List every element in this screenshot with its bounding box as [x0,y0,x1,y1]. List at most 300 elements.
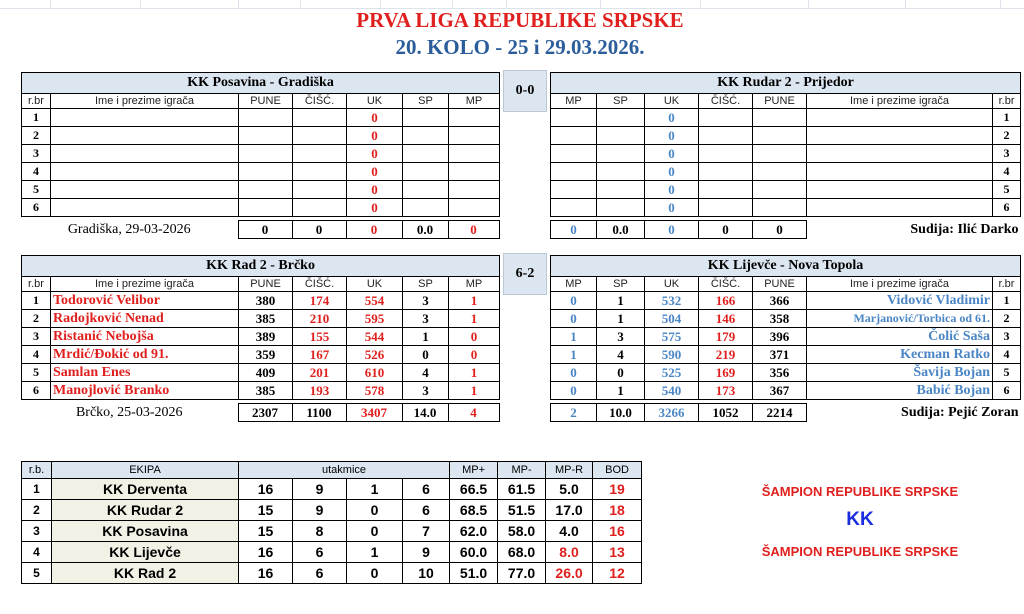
player-pune [753,199,807,217]
standing-played: 15 [239,500,293,521]
player-name [807,181,993,199]
player-sp [597,199,645,217]
player-mp [551,199,597,217]
col-cisc: ČIŠĆ. [699,94,753,109]
player-name [807,199,993,217]
player-uk: 0 [347,127,403,145]
player-cisc: 219 [699,346,753,364]
player-name: Ristanić Nebojša [51,328,239,346]
match2-home-total-sp: 14.0 [402,404,448,422]
player-cisc: 174 [293,292,347,310]
col-rbr: r.br [22,277,51,292]
standing-rank: 4 [22,542,52,563]
player-rank: 2 [993,127,1021,145]
col-mp: MP [449,94,500,109]
standing-mp-plus: 51.0 [450,563,498,584]
table-row [22,542,642,563]
player-rank: 2 [993,310,1021,328]
standings-col-bod: BOD [593,462,642,479]
player-pune [239,127,293,145]
standing-draws: 0 [347,521,403,542]
player-name [807,163,993,181]
player-cisc: 193 [293,382,347,400]
player-uk: 0 [347,181,403,199]
match2-score: 6-2 [503,253,547,295]
player-uk: 0 [645,199,699,217]
table-row [22,127,500,145]
match2-away-rows [551,292,1021,400]
col-name: Ime i prezime igrača [807,277,993,292]
player-uk: 0 [645,109,699,127]
match2-home-rows [22,292,500,400]
match1-place-date: Gradiška, 29-03-2026 [67,221,191,237]
player-name [51,145,239,163]
match1-away-footer [550,220,1021,239]
player-rank: 1 [22,109,51,127]
table-row [22,199,500,217]
champion-line2: ŠAMPION REPUBLIKE SRPSKE [761,544,959,559]
standing-mp-r: 26.0 [546,563,593,584]
col-cisc: ČIŠĆ. [293,94,347,109]
table-row [551,181,1021,199]
player-uk: 578 [347,382,403,400]
match1-home-rows [22,109,500,217]
match2-away-total-uk: 3266 [645,404,699,422]
table-row [22,382,500,400]
player-mp [551,145,597,163]
player-name: Mrdić/Đokić od 91. [51,346,239,364]
player-sp [403,145,449,163]
match2-away-total-pune: 2214 [753,404,807,422]
table-row [22,346,500,364]
player-uk: 590 [645,346,699,364]
player-pune: 409 [239,364,293,382]
player-sp [597,181,645,199]
standing-mp-minus: 58.0 [498,521,546,542]
player-mp: 1 [449,382,500,400]
match2-home-team: KK Rad 2 - Brčko [22,256,500,277]
player-uk: 595 [347,310,403,328]
table-row [22,328,500,346]
champion-team: KK [846,509,874,530]
player-rank: 6 [22,199,51,217]
match1-home-table [21,72,500,217]
player-pune [753,163,807,181]
player-rank: 4 [993,346,1021,364]
player-pune: 385 [239,310,293,328]
standing-losses: 10 [403,563,450,584]
player-pune [753,181,807,199]
page-subtitle: 20. KOLO - 25 i 29.03.2026. [395,35,645,59]
player-sp [597,163,645,181]
player-name: Babić Bojan [807,382,993,400]
standing-wins: 9 [293,479,347,500]
standing-rank: 1 [22,479,52,500]
col-mp: MP [551,277,597,292]
match1-away-total-pune: 0 [753,221,807,239]
match2-away-footer [550,403,1021,422]
player-uk: 0 [347,163,403,181]
match1-referee: Sudija: Ilić Darko [910,221,1019,237]
match2-away-table [550,255,1021,400]
col-uk: UK [347,94,403,109]
table-row [551,145,1021,163]
player-rank: 6 [993,382,1021,400]
player-sp [403,109,449,127]
table-row [22,364,500,382]
standing-wins: 9 [293,500,347,521]
player-mp: 1 [551,346,597,364]
col-pune: PUNE [753,94,807,109]
standing-mp-r: 5.0 [546,479,593,500]
standing-mp-plus: 68.5 [450,500,498,521]
player-mp: 0 [551,364,597,382]
page-title: PRVA LIGA REPUBLIKE SRPSKE [356,8,684,32]
player-rank: 1 [22,292,51,310]
standing-mp-minus: 77.0 [498,563,546,584]
player-name: Marjanović/Torbica od 61. [807,310,993,328]
standing-losses: 9 [403,542,450,563]
player-sp: 3 [597,328,645,346]
player-name: Čolić Saša [807,328,993,346]
player-cisc: 146 [699,310,753,328]
player-pune: 389 [239,328,293,346]
player-pune: 358 [753,310,807,328]
match2-home-footer [21,403,500,422]
player-pune: 356 [753,364,807,382]
player-mp [449,199,500,217]
standing-draws: 0 [347,563,403,584]
player-rank: 5 [993,181,1021,199]
match2-home-table [21,255,500,400]
player-pune [753,127,807,145]
standings-col-team: EKIPA [52,462,239,479]
player-name: Šavija Bojan [807,364,993,382]
player-pune: 396 [753,328,807,346]
col-uk: UK [645,94,699,109]
table-row [22,145,500,163]
match1-away-total-mp: 0 [551,221,597,239]
match2-away-total-sp: 10.0 [597,404,645,422]
standing-points: 18 [593,500,642,521]
player-cisc [293,181,347,199]
col-pune: PUNE [239,277,293,292]
col-pune: PUNE [753,277,807,292]
standing-draws: 1 [347,542,403,563]
match1-away-table [550,72,1021,217]
table-row [551,328,1021,346]
champion-line1: ŠAMPION REPUBLIKE SRPSKE [761,484,959,499]
player-rank: 5 [22,181,51,199]
player-mp: 0 [449,328,500,346]
match1-away-total-uk: 0 [645,221,699,239]
standing-points: 16 [593,521,642,542]
match1-home-total-sp: 0.0 [402,221,448,239]
standings-col-mp-plus: MP+ [450,462,498,479]
standing-team: KK Rad 2 [52,563,239,584]
standing-losses: 6 [403,479,450,500]
player-name: Todorović Velibor [51,292,239,310]
player-cisc: 210 [293,310,347,328]
player-cisc: 167 [293,346,347,364]
standing-mp-plus: 62.0 [450,521,498,542]
match1-home-total-uk: 0 [346,221,402,239]
player-mp: 0 [551,382,597,400]
player-rank: 6 [22,382,51,400]
standing-wins: 8 [293,521,347,542]
player-name: Vidović Vladimir [807,292,993,310]
table-row [551,109,1021,127]
player-mp: 1 [551,328,597,346]
player-rank: 4 [993,163,1021,181]
player-cisc [293,163,347,181]
player-mp [449,181,500,199]
match2-away-team: KK Lijevče - Nova Topola [551,256,1021,277]
col-sp: SP [597,94,645,109]
player-cisc [699,163,753,181]
table-row [551,346,1021,364]
col-name: Ime i prezime igrača [51,277,239,292]
player-uk: 610 [347,364,403,382]
player-mp: 1 [449,310,500,328]
standing-team: KK Lijevče [52,542,239,563]
player-rank: 1 [993,109,1021,127]
standing-team: KK Derventa [52,479,239,500]
player-pune [753,109,807,127]
player-mp [449,109,500,127]
match1-score: 0-0 [503,70,547,112]
table-row [551,199,1021,217]
match2-home-total-mp: 4 [448,404,499,422]
player-sp: 1 [597,382,645,400]
standing-team: KK Rudar 2 [52,500,239,521]
standing-rank: 2 [22,500,52,521]
player-sp [403,127,449,145]
player-pune: 371 [753,346,807,364]
standing-losses: 7 [403,521,450,542]
player-cisc: 166 [699,292,753,310]
player-uk: 0 [347,145,403,163]
player-sp [403,163,449,181]
col-cisc: ČIŠĆ. [293,277,347,292]
player-mp: 1 [449,364,500,382]
player-sp: 0 [403,346,449,364]
player-pune: 367 [753,382,807,400]
table-row [551,163,1021,181]
standing-draws: 0 [347,500,403,521]
match1-home-total-cisc: 0 [292,221,346,239]
player-cisc [699,127,753,145]
standing-mp-minus: 61.5 [498,479,546,500]
player-uk: 540 [645,382,699,400]
col-pune: PUNE [239,94,293,109]
player-mp [551,127,597,145]
player-cisc: 179 [699,328,753,346]
standing-mp-plus: 60.0 [450,542,498,563]
player-rank: 6 [993,199,1021,217]
player-name [51,181,239,199]
match1-away-total-sp: 0.0 [597,221,645,239]
table-row [551,364,1021,382]
player-name: Radojković Nenad [51,310,239,328]
standing-played: 16 [239,542,293,563]
player-uk: 554 [347,292,403,310]
standings-table [21,461,642,584]
player-mp [449,163,500,181]
player-name [807,109,993,127]
player-rank: 3 [993,145,1021,163]
player-sp [403,181,449,199]
player-cisc: 169 [699,364,753,382]
player-mp [551,109,597,127]
player-sp: 3 [403,310,449,328]
standing-played: 15 [239,521,293,542]
player-mp: 0 [551,310,597,328]
player-uk: 0 [645,145,699,163]
standings-col-matches: utakmice [239,462,450,479]
player-sp: 1 [597,310,645,328]
standing-wins: 6 [293,563,347,584]
player-sp: 4 [403,364,449,382]
table-row [551,127,1021,145]
player-sp: 3 [403,292,449,310]
match2-away-total-mp: 2 [551,404,597,422]
player-uk: 0 [645,181,699,199]
col-sp: SP [403,94,449,109]
match1-away-total-cisc: 0 [699,221,753,239]
match2-home-total-cisc: 1100 [292,404,346,422]
player-mp [449,127,500,145]
player-cisc [699,199,753,217]
table-row [22,521,642,542]
table-row [551,382,1021,400]
standing-points: 13 [593,542,642,563]
player-name [807,145,993,163]
col-sp: SP [403,277,449,292]
standing-team: KK Posavina [52,521,239,542]
match1-home-total-pune: 0 [238,221,292,239]
table-row [22,500,642,521]
col-rbr: r.br [993,94,1021,109]
col-name: Ime i prezime igrača [51,94,239,109]
standing-rank: 3 [22,521,52,542]
player-rank: 1 [993,292,1021,310]
player-rank: 4 [22,346,51,364]
player-cisc: 173 [699,382,753,400]
player-mp: 1 [449,292,500,310]
player-uk: 0 [347,199,403,217]
match1-home-total-mp: 0 [448,221,499,239]
player-cisc [699,181,753,199]
player-uk: 532 [645,292,699,310]
player-rank: 5 [22,364,51,382]
standing-points: 12 [593,563,642,584]
player-mp [551,163,597,181]
player-cisc [293,127,347,145]
player-pune [239,109,293,127]
player-uk: 544 [347,328,403,346]
standing-losses: 6 [403,500,450,521]
table-row [22,292,500,310]
player-name: Manojlović Branko [51,382,239,400]
player-name [51,163,239,181]
player-cisc [699,109,753,127]
player-name [51,127,239,145]
player-cisc: 155 [293,328,347,346]
standing-mp-minus: 51.5 [498,500,546,521]
standings-col-mp-r: MP-R [546,462,593,479]
player-pune: 380 [239,292,293,310]
player-sp: 0 [597,364,645,382]
player-uk: 525 [645,364,699,382]
standing-played: 16 [239,563,293,584]
player-name [807,127,993,145]
player-mp [551,181,597,199]
standing-mp-r: 17.0 [546,500,593,521]
standings-col-mp-minus: MP- [498,462,546,479]
player-cisc: 201 [293,364,347,382]
player-pune [239,163,293,181]
player-name: Samlan Enes [51,364,239,382]
player-sp: 3 [403,382,449,400]
standing-points: 19 [593,479,642,500]
standing-mp-minus: 68.0 [498,542,546,563]
player-rank: 2 [22,310,51,328]
player-uk: 0 [645,127,699,145]
player-sp [597,109,645,127]
standing-played: 16 [239,479,293,500]
col-uk: UK [347,277,403,292]
player-pune [239,181,293,199]
col-rbr: r.br [22,94,51,109]
standings-rows [22,479,642,584]
player-sp [597,145,645,163]
player-rank: 3 [993,328,1021,346]
player-mp: 0 [449,346,500,364]
player-rank: 2 [22,127,51,145]
player-rank: 4 [22,163,51,181]
player-sp [403,199,449,217]
player-rank: 3 [22,145,51,163]
player-pune: 366 [753,292,807,310]
standing-wins: 6 [293,542,347,563]
match2-place-date: Brčko, 25-03-2026 [75,404,183,420]
standing-rank: 5 [22,563,52,584]
table-row [22,310,500,328]
player-pune: 359 [239,346,293,364]
player-cisc [293,109,347,127]
table-row [551,292,1021,310]
col-name: Ime i prezime igrača [807,94,993,109]
player-sp: 4 [597,346,645,364]
player-name [51,199,239,217]
standings-col-rb: r.b. [22,462,52,479]
player-rank: 5 [993,364,1021,382]
player-cisc [293,145,347,163]
player-sp: 1 [597,292,645,310]
player-mp: 0 [551,292,597,310]
col-mp: MP [551,94,597,109]
player-uk: 0 [347,109,403,127]
match2-home-total-pune: 2307 [238,404,292,422]
match1-away-team: KK Rudar 2 - Prijedor [551,73,1021,94]
table-row [22,563,642,584]
player-uk: 504 [645,310,699,328]
player-pune [239,199,293,217]
table-row [551,310,1021,328]
match2-home-total-uk: 3407 [346,404,402,422]
player-cisc [699,145,753,163]
